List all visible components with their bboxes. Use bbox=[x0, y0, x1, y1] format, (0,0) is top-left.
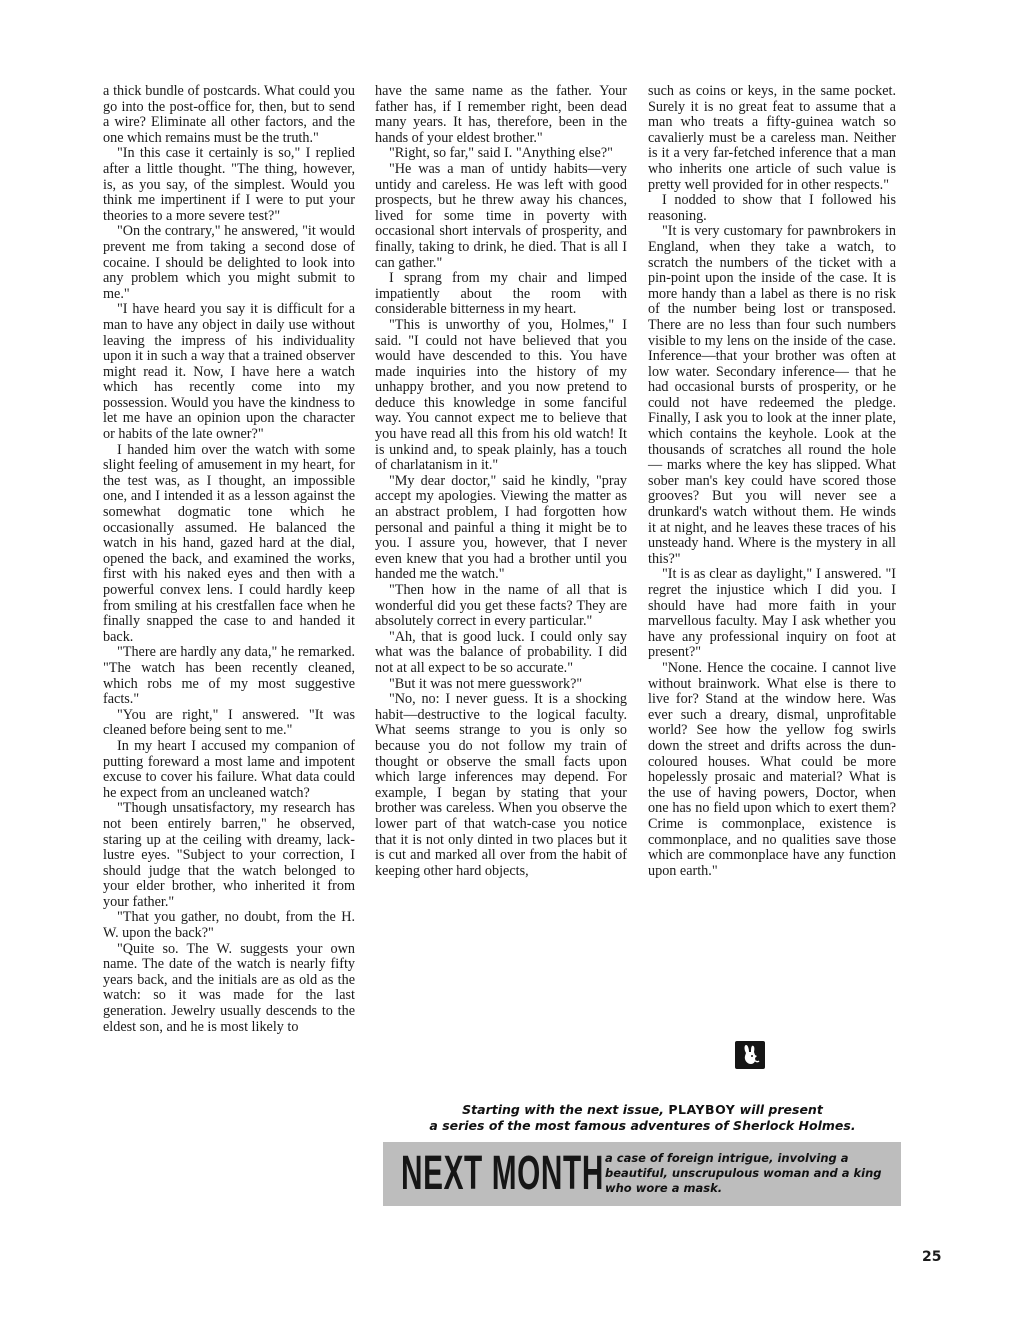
paragraph: "I have heard you say it is difficult for a man to have any object in daily use without leaving the impress of his individuality upon it in such a way that a trained observer might read it. Now, I have here a watch which has recently come into my possession. Would you have the kindness to let me have an opinion upon the character or habits of the late owner?" bbox=[103, 301, 355, 443]
article-column-3 bbox=[648, 84, 896, 879]
paragraph: "You are right," I answered. "It was cleaned before being sent to me." bbox=[103, 706, 355, 739]
paragraph: "Then how in the name of all that is wonderful did you get these facts? They are absolutely correct in every particular." bbox=[375, 582, 627, 630]
announcement-text: a series of the most famous adventures of Sherlock Holmes. bbox=[429, 1118, 856, 1133]
series-announcement bbox=[385, 1102, 900, 1134]
next-month-box bbox=[383, 1142, 901, 1206]
paragraph: such as coins or keys, in the same pocket. Surely it is no great feat to assume that a man who treats a fifty-guinea watch so cavalierly must be a careless man. Neither is it a very far-fetched inference that a man who inherits one article of such value is pretty well provided for in other respects." bbox=[648, 83, 896, 193]
article-column-2 bbox=[375, 84, 627, 879]
paragraph: "In this case it certainly is so," I replied after a little thought. "The thing, however, is, as you say, of the simplest. Would you think me impertinent if I were to put your theories to a more severe test?" bbox=[103, 145, 355, 224]
paragraph: "He was a man of untidy habits—very untidy and careless. He was left with good prospects, but he threw away his chances, lived for some time in poverty with occasional short intervals of prosperity, and finally, taking to drink, he died. That is all I can gather." bbox=[375, 160, 627, 271]
paragraph: "That you gather, no doubt, from the H. W. upon the back?" bbox=[103, 909, 355, 942]
paragraph: have the same name as the father. Your father has, if I remember right, been dead many years. It has, therefore, been in the hands of your eldest brother." bbox=[375, 83, 627, 146]
article-column-1 bbox=[103, 84, 355, 1035]
paragraph: "Though unsatisfactory, my research has not been entirely barren," he observed, staring up at the ceiling with dreamy, lack-lustre eyes. "Subject to your correction, I should judge that the watch belonged to your elder brother, who inherited it from your father." bbox=[103, 800, 355, 910]
paragraph: "But it was not mere guesswork?" bbox=[389, 675, 583, 692]
paragraph: I handed him over the watch with some slight feeling of amusement in my heart, for the test was, as I thought, an impossible one, and I intended it as a lesson against the somewhat dogmatic tone which he occasionally assumed. He balanced the watch in his hand, gazed hard at the dial, opened the back, and examined the works, first with his naked eyes and then with a powerful convex lens. I could hardly keep from smiling at his crestfallen face when he finally snapped the case to and handed it back. bbox=[103, 441, 355, 645]
paragraph: "It is very customary for pawnbrokers in England, when they take a watch, to scratch the numbers of the ticket with a pin-point upon the inside of the case. It is more handy than a label as there is no risk of the number being lost or transposed. There are no less than four such numbers visible to my lens on the inside of the case. Inference—that your brother was often at low water. Secondary inference— that he had occasional bursts of prosperity, or he could not have redeemed the pledge. Finally, I ask you to look at the inner plate, which contains the keyhole. Look at the thousands of scratches all round the hole — marks where the key has slipped. What sober man's key could have scored those grooves? But you will never see a drunkard's watch without them. He winds it at night, and he leaves these traces of his unsteady hand. Where is the mystery in all this?" bbox=[648, 223, 896, 567]
next-month-blurb: a case of foreign intrigue, involving a beautiful, unscrupulous woman and a king who wore a mask. bbox=[605, 1151, 882, 1195]
announcement-text: Starting with the next issue, bbox=[462, 1102, 665, 1117]
paragraph: I nodded to show that I followed his reasoning. bbox=[648, 192, 896, 224]
announcement-text: will present bbox=[739, 1102, 823, 1117]
paragraph: In my heart I accused my companion of putting foreward a most lame and impotent excuse to cover his failure. What data could he expect from an uncleaned watch? bbox=[103, 737, 355, 801]
paragraph: a thick bundle of postcards. What could you go into the post-office for, then, but to send a wire? Eliminate all other factors, and the one which remains must be the truth." bbox=[103, 83, 355, 146]
paragraph: I sprang from my chair and limped impatiently about the room with considerable bitterness in my heart. bbox=[375, 270, 627, 318]
paragraph: "On the contrary," he answered, "it would prevent me from taking a second dose of cocaine. I should be delighted to look into any problem which you might submit to me." bbox=[103, 223, 355, 302]
paragraph: "It is as clear as daylight," I answered. "I regret the injustice which I did you. I should have had more faith in your marvellous faculty. May I ask whether you have any professional inquiry on foot at present?" bbox=[648, 566, 896, 661]
paragraph: "None. Hence the cocaine. I cannot live without brainwork. What else is there to live for? Stand at the window here. Was ever such a dreary, dismal, unprofitable world? See how the yellow fog swirls down the street and drifts across the dun-coloured houses. What could be more hopelessly prosaic and material? What is the use of having powers, Doctor, when one has no field upon which to exert them? Crime is commonplace, existence is commonplace, and no qualities save those which are commonplace have any function upon earth." bbox=[648, 659, 896, 879]
magazine-name: PLAYBOY bbox=[668, 1102, 736, 1117]
paragraph: "Right, so far," said I. "Anything else?" bbox=[389, 145, 613, 162]
paragraph: "Quite so. The W. suggests your own name. The date of the watch is nearly fifty years back, and the initials are as old as the watch: so it was made for the last generation. Jewelry usually descends to the eldest son, and he is most likely to bbox=[103, 940, 355, 1035]
page-number: 25 bbox=[922, 1249, 942, 1265]
paragraph: "This is unworthy of you, Holmes," I said. "I could not have believed that you would have descended to this. You have made inquiries into the history of my unhappy brother, and you now pretend to deduce this knowledge in some fanciful way. You cannot expect me to believe that you have read all this from his old watch! It is unkind and, to speak plainly, has a touch of charlatanism in it." bbox=[375, 316, 627, 474]
paragraph: "No, no: I never guess. It is a shocking habit—destructive to the logical faculty. What seems strange to you is only so because you do not follow my train of thought or observe the small facts upon which large inferences may depend. For example, I began by stating that your brother was careless. When you observe the lower part of that watch-case you notice that it is not only dinted in two places but it is cut and marked all over from the habit of keeping other hard objects, bbox=[375, 691, 627, 879]
paragraph: "My dear doctor," said he kindly, "pray accept my apologies. Viewing the matter as an abstract problem, I had forgotten how personal and painful a thing it might be to you. I assure you, however, that I never even knew that you had a brother until you handed me the watch." bbox=[375, 472, 627, 583]
paragraph: "There are hardly any data," he remarked. "The watch has been recently cleaned, which robs me of my most suggestive facts." bbox=[103, 644, 355, 708]
next-month-title: NEXT MONTH bbox=[401, 1147, 604, 1200]
paragraph: "Ah, that is good luck. I could only say what was the balance of probability. I did not at all expect to be so accurate." bbox=[375, 628, 627, 676]
rabbit-head-logo-icon bbox=[735, 1041, 765, 1069]
